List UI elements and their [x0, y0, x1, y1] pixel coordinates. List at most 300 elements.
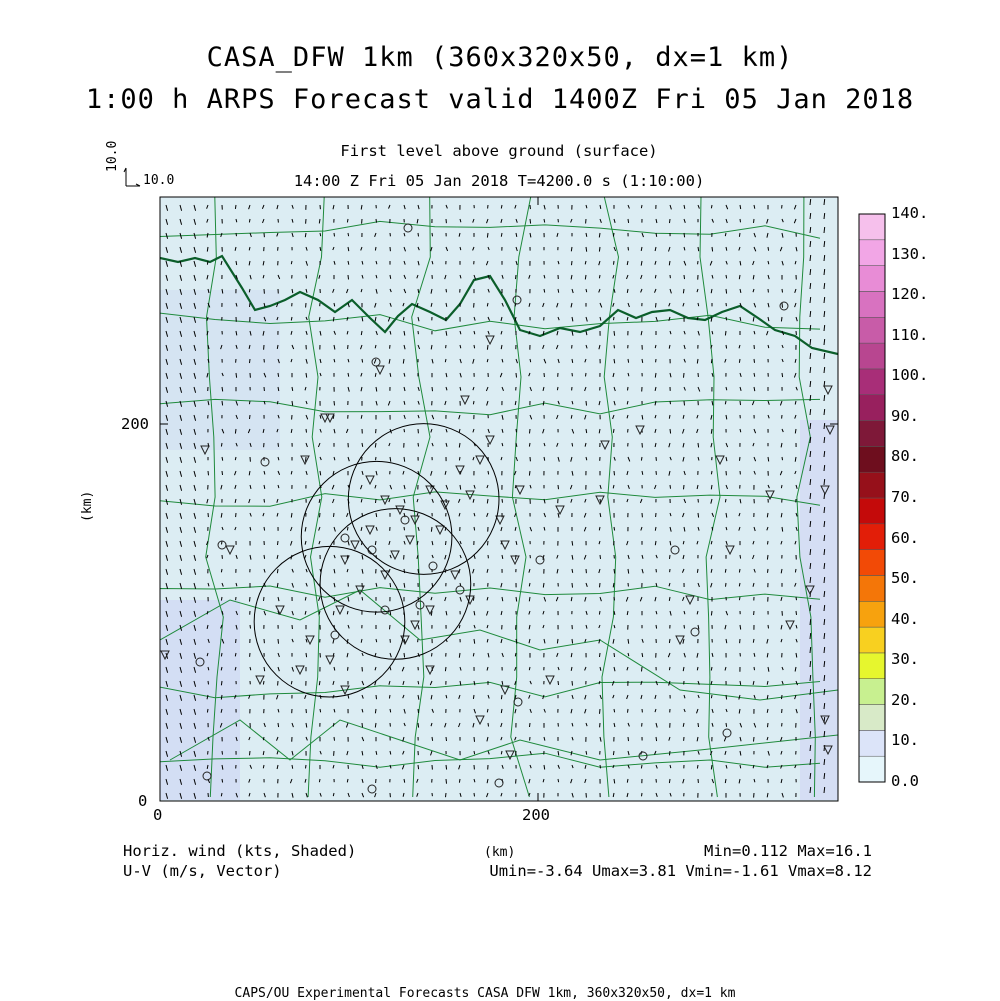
wind-vector: [740, 219, 741, 222]
wind-vector: [810, 745, 811, 751]
wind-vector: [712, 527, 713, 530]
wind-vector: [698, 443, 699, 447]
wind-vector: [362, 359, 363, 363]
wind-vector: [488, 723, 489, 727]
wind-vector: [404, 779, 405, 783]
colorbar-swatch: [859, 369, 885, 395]
wind-vector: [572, 359, 573, 363]
wind-vector: [390, 625, 391, 629]
colorbar-label: 140.: [891, 204, 928, 222]
wind-vector: [375, 443, 376, 448]
wind-vector: [600, 765, 601, 768]
wind-vector: [502, 499, 503, 503]
wind-vector: [628, 639, 629, 644]
wind-vector: [810, 549, 811, 555]
wind-vector: [222, 471, 223, 475]
wind-vector: [711, 765, 712, 769]
y-axis-label: (km): [80, 491, 95, 522]
wind-vector: [599, 233, 600, 237]
wind-vector: [599, 611, 600, 615]
wind-vector: [319, 219, 320, 223]
wind-vector: [487, 345, 488, 350]
wind-vector: [432, 653, 433, 656]
wind-vector: [445, 667, 446, 671]
wind-vector: [418, 765, 419, 769]
colorbar-swatch: [859, 421, 885, 447]
wind-vector: [347, 219, 348, 222]
wind-vector: [754, 359, 755, 363]
wind-shade-patch: [800, 420, 838, 800]
wind-vector: [824, 689, 825, 695]
wind-vector: [782, 527, 783, 532]
wind-vector: [711, 471, 712, 474]
wind-vector: [810, 381, 811, 387]
wind-vector: [614, 345, 615, 348]
wind-vector: [824, 325, 825, 331]
wind-vector: [628, 219, 629, 223]
wind-vector: [390, 275, 391, 279]
wind-vector: [810, 675, 811, 681]
wind-vector: [810, 633, 811, 639]
wind-vector: [613, 233, 614, 237]
wind-vector: [810, 479, 811, 485]
wind-vector: [516, 429, 517, 432]
wind-vector: [516, 373, 517, 378]
wind-vector: [768, 457, 769, 461]
wind-vector: [207, 261, 208, 265]
wind-vector: [445, 359, 446, 362]
wind-vector: [824, 395, 825, 401]
wind-vector: [207, 247, 208, 252]
wind-vector: [250, 751, 251, 755]
wind-vector: [782, 303, 783, 308]
wind-vector: [824, 647, 825, 653]
colorbar-label: 110.: [891, 326, 928, 344]
wind-vector: [347, 527, 348, 530]
wind-vector: [376, 499, 377, 503]
wind-vector: [614, 471, 615, 475]
wind-vector: [586, 751, 587, 755]
wind-vector: [781, 317, 782, 321]
wind-vector: [404, 569, 405, 573]
wind-vector: [530, 219, 531, 224]
wind-vector: [697, 765, 698, 769]
wind-vector: [446, 289, 447, 292]
wind-vector: [669, 597, 670, 601]
wind-vector: [446, 793, 447, 797]
wind-vector: [726, 583, 727, 587]
wind-vector: [222, 751, 223, 755]
wind-vector: [278, 443, 279, 447]
wind-vector: [656, 303, 657, 307]
wind-vector: [642, 667, 643, 671]
wind-vector: [488, 541, 489, 545]
wind-vector: [221, 681, 222, 685]
vector-key-label-vertical: 10.0: [105, 141, 120, 172]
wind-vector: [418, 723, 419, 728]
wind-vector: [404, 653, 405, 657]
wind-vector: [529, 597, 530, 601]
wind-vector: [824, 339, 825, 345]
wind-vector: [614, 331, 615, 336]
colorbar-label: 40.: [891, 610, 919, 628]
wind-vector: [320, 709, 321, 712]
wind-vector: [810, 451, 811, 457]
wind-vector: [740, 401, 741, 405]
wind-vector: [544, 457, 545, 461]
wind-vector: [235, 429, 236, 434]
wind-vector: [628, 359, 629, 363]
wind-vector: [250, 303, 251, 307]
wind-vector: [208, 471, 209, 475]
wind-vector: [348, 667, 349, 671]
wind-vector: [697, 359, 698, 364]
wind-vector: [810, 465, 811, 471]
wind-vector: [810, 689, 811, 695]
wind-vector: [208, 681, 209, 684]
colorbar-swatch: [859, 292, 885, 318]
wind-vector: [810, 773, 811, 779]
wind-vector: [767, 555, 768, 560]
wind-vector: [586, 429, 587, 433]
wind-vector: [754, 737, 755, 742]
wind-shade-patch: [160, 290, 280, 450]
wind-vector: [263, 765, 264, 768]
wind-vector: [474, 345, 475, 348]
wind-vector: [669, 667, 670, 670]
wind-vector: [628, 247, 629, 250]
wind-vector: [418, 569, 419, 573]
wind-vector: [543, 583, 544, 588]
wind-vector: [711, 611, 712, 615]
wind-vector: [711, 485, 712, 489]
wind-vector: [614, 709, 615, 712]
x-tick-label-200: 200: [522, 806, 550, 824]
wind-vector: [684, 485, 685, 489]
wind-vector: [474, 793, 475, 796]
wind-vector: [641, 457, 642, 461]
wind-vector: [222, 457, 223, 461]
wind-vector: [740, 625, 741, 630]
wind-vector: [306, 373, 307, 378]
wind-vector: [711, 429, 712, 434]
wind-vector: [516, 275, 517, 279]
wind-vector: [586, 373, 587, 376]
wind-vector: [767, 513, 768, 517]
colorbar-swatch: [859, 472, 885, 498]
wind-vector: [725, 331, 726, 335]
wind-vector: [418, 233, 419, 236]
wind-vector: [250, 415, 251, 419]
wind-vector: [642, 793, 643, 796]
wind-vector: [348, 275, 349, 279]
wind-vector: [810, 269, 811, 275]
wind-vector: [390, 611, 391, 615]
wind-vector: [376, 219, 377, 223]
wind-vector: [824, 577, 825, 583]
colorbar-swatch: [859, 266, 885, 292]
wind-vector: [740, 765, 741, 768]
wind-vector: [614, 261, 615, 265]
wind-vector: [824, 227, 825, 233]
wind-vector: [250, 625, 251, 629]
wind-vector: [796, 597, 797, 600]
wind-vector: [501, 233, 502, 237]
wind-vector: [810, 311, 811, 317]
wind-vector: [501, 709, 502, 713]
wind-vector: [698, 723, 699, 727]
wind-vector: [684, 401, 685, 405]
wind-vector: [221, 597, 222, 601]
wind-vector: [557, 639, 558, 643]
wind-vector: [277, 569, 278, 573]
wind-vector: [320, 233, 321, 236]
wind-vector: [529, 443, 530, 447]
vector-label: U-V (m/s, Vector): [123, 862, 282, 880]
wind-vector: [753, 639, 754, 643]
wind-vector: [278, 373, 279, 377]
wind-vector: [684, 233, 685, 237]
wind-vector: [670, 429, 671, 434]
wind-vector: [278, 723, 279, 727]
wind-vector: [390, 583, 391, 587]
uv-range-stats: Umin=-3.64 Umax=3.81 Vmin=-1.61 Vmax=8.12: [489, 862, 872, 880]
wind-vector: [768, 247, 769, 251]
wind-vector: [725, 499, 726, 502]
wind-vector: [669, 261, 670, 265]
y-tick-label-0: 0: [138, 792, 147, 810]
wind-vector: [236, 723, 237, 726]
wind-vector: [684, 625, 685, 629]
wind-vector: [683, 289, 684, 293]
wind-vector: [403, 317, 404, 320]
wind-vector: [474, 737, 475, 742]
wind-vector: [824, 787, 825, 793]
wind-vector: [824, 465, 825, 471]
credit-line: CAPS/OU Experimental Forecasts CASA DFW 1km, 360x320x50, dx=1 km: [0, 986, 970, 1001]
wind-vector: [824, 437, 825, 443]
wind-vector: [333, 317, 334, 321]
wind-vector: [446, 765, 447, 770]
wind-vector: [824, 633, 825, 639]
wind-vector: [291, 513, 292, 518]
wind-vector: [614, 317, 615, 320]
wind-vector: [810, 409, 811, 415]
wind-vector: [376, 513, 377, 517]
wind-vector: [389, 695, 390, 699]
wind-vector: [824, 255, 825, 261]
wind-vector: [670, 485, 671, 489]
colorbar-swatch: [859, 730, 885, 756]
wind-vector: [222, 387, 223, 391]
wind-vector: [726, 275, 727, 278]
colorbar-swatch: [859, 679, 885, 705]
wind-vector: [600, 583, 601, 587]
wind-vector: [613, 751, 614, 755]
wind-vector: [348, 233, 349, 236]
wind-vector: [306, 275, 307, 278]
wind-vector: [418, 681, 419, 684]
wind-vector: [320, 471, 321, 475]
wind-vector: [571, 247, 572, 251]
wind-vector: [810, 521, 811, 527]
wind-vector: [810, 367, 811, 373]
wind-vector: [544, 765, 545, 770]
wind-vector: [810, 339, 811, 345]
wind-vector: [655, 541, 656, 545]
wind-vector: [473, 695, 474, 699]
colorbar-swatch: [859, 705, 885, 731]
wind-vector: [250, 597, 251, 602]
wind-vector: [810, 759, 811, 765]
wind-vector: [333, 723, 334, 727]
wind-vector: [782, 695, 783, 699]
wind-vector: [375, 373, 376, 377]
wind-vector: [824, 213, 825, 219]
wind-vector: [725, 401, 726, 404]
wind-vector: [810, 563, 811, 569]
wind-vector: [669, 779, 670, 783]
wind-vector: [725, 569, 726, 573]
wind-vector: [207, 709, 208, 713]
wind-vector: [697, 569, 698, 573]
wind-vector: [586, 401, 587, 406]
wind-vector: [375, 541, 376, 545]
wind-vector: [333, 793, 334, 796]
wind-vector: [810, 535, 811, 541]
wind-vector: [459, 653, 460, 658]
colorbar-label: 80.: [891, 447, 919, 465]
wind-vector: [810, 227, 811, 233]
wind-vector: [810, 213, 811, 219]
wind-vector: [824, 269, 825, 275]
wind-vector: [614, 359, 615, 363]
colorbar-label: 120.: [891, 285, 928, 303]
colorbar-label: 20.: [891, 691, 919, 709]
wind-vector: [824, 297, 825, 303]
wind-vector: [292, 387, 293, 391]
wind-vector: [670, 555, 671, 559]
wind-vector: [291, 317, 292, 321]
wind-vector: [754, 667, 755, 670]
wind-vector: [347, 779, 348, 782]
wind-vector: [404, 527, 405, 530]
wind-vector: [781, 485, 782, 488]
wind-vector: [739, 233, 740, 237]
wind-vector: [236, 261, 237, 265]
wind-vector: [236, 233, 237, 236]
wind-vector: [740, 205, 741, 209]
wind-vector: [292, 765, 293, 769]
wind-vector: [824, 367, 825, 373]
wind-vector: [362, 723, 363, 727]
wind-vector: [277, 583, 278, 587]
x-tick-label-0: 0: [153, 806, 162, 824]
wind-vector: [810, 507, 811, 513]
wind-vector: [642, 359, 643, 363]
wind-vector: [711, 205, 712, 208]
wind-vector: [627, 289, 628, 293]
wind-vector: [739, 597, 740, 600]
wind-vector: [824, 731, 825, 737]
wind-vector: [824, 703, 825, 709]
wind-vector: [404, 457, 405, 462]
wind-vector: [487, 303, 488, 306]
wind-vector: [362, 443, 363, 447]
wind-shade-patch: [160, 600, 240, 800]
wind-vector: [530, 359, 531, 362]
wind-vector: [572, 681, 573, 686]
wind-vector: [333, 611, 334, 615]
wind-vector: [264, 527, 265, 531]
wind-vector: [740, 681, 741, 685]
wind-vector: [669, 415, 670, 419]
wind-vector: [824, 241, 825, 247]
wind-vector: [642, 653, 643, 657]
wind-vector: [824, 409, 825, 415]
wind-vector: [599, 527, 600, 530]
wind-vector: [501, 205, 502, 209]
wind-vector: [277, 401, 278, 404]
wind-vector: [529, 583, 530, 586]
wind-vector: [515, 653, 516, 656]
wind-vector: [698, 247, 699, 251]
wind-vector: [726, 289, 727, 294]
wind-vector: [221, 695, 222, 700]
wind-vector: [810, 423, 811, 429]
wind-vector: [670, 751, 671, 755]
colorbar-swatch: [859, 446, 885, 472]
wind-vector: [488, 471, 489, 474]
title-line2: 1:00 h ARPS Forecast valid 1400Z Fri 05 Jan 2018: [0, 84, 1000, 115]
wind-vector: [390, 709, 391, 712]
wind-vector: [824, 661, 825, 667]
wind-vector: [600, 653, 601, 657]
wind-vector: [558, 681, 559, 685]
wind-vector: [740, 457, 741, 461]
wind-vector: [810, 717, 811, 723]
wind-vector: [418, 443, 419, 447]
level-label: First level above ground (surface): [160, 142, 838, 160]
colorbar-swatch: [859, 343, 885, 369]
wind-vector: [264, 555, 265, 559]
wind-vector: [810, 437, 811, 443]
wind-vector: [459, 457, 460, 460]
colorbar-swatch: [859, 317, 885, 343]
wind-vector: [796, 611, 797, 615]
wind-vector: [222, 401, 223, 405]
wind-vector: [474, 527, 475, 530]
wind-vector: [558, 289, 559, 293]
colorbar-label: 100.: [891, 366, 928, 384]
wind-vector: [362, 597, 363, 600]
wind-vector: [613, 429, 614, 433]
wind-vector: [572, 261, 573, 265]
wind-vector: [739, 359, 740, 363]
wind-vector: [656, 233, 657, 237]
wind-vector: [557, 387, 558, 390]
wind-vector: [375, 723, 376, 728]
wind-vector: [277, 345, 278, 349]
wind-vector: [726, 317, 727, 320]
wind-vector: [726, 345, 727, 349]
wind-vector: [754, 219, 755, 223]
wind-vector: [726, 723, 727, 727]
wind-vector: [501, 751, 502, 754]
wind-vector: [292, 401, 293, 406]
colorbar-swatch: [859, 550, 885, 576]
field-label: Horiz. wind (kts, Shaded): [123, 842, 356, 860]
